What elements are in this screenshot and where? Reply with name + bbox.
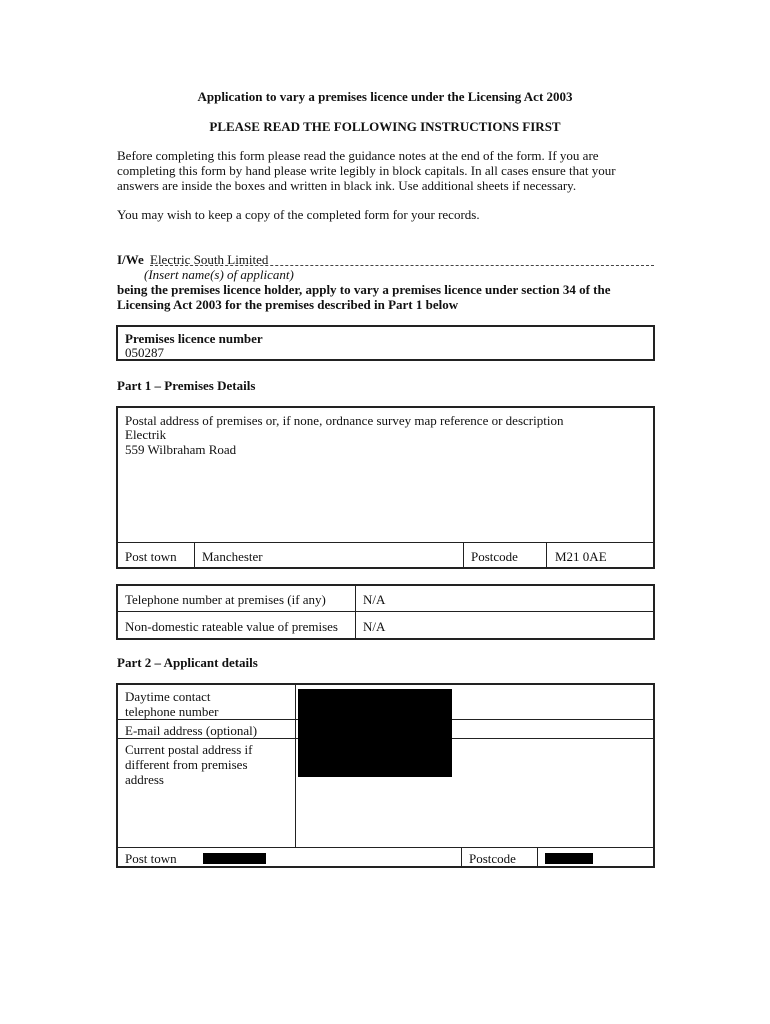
premises-address-line-2[interactable]: 559 Wilbraham Road (125, 442, 237, 457)
premises-address-label: Postal address of premises or, if none, ordnance survey map reference or description (125, 413, 564, 428)
redacted-post-town (203, 853, 266, 864)
applicant-name-line (150, 265, 654, 266)
contact-row-divider (117, 611, 654, 612)
statement-line-1: being the premises licence holder, apply to vary a premises licence under section 34 of the (117, 282, 611, 297)
redacted-contact-block (298, 689, 452, 777)
applicant-prefix: I/We (117, 252, 144, 267)
postal-address-label-1: Current postal address if (125, 742, 253, 757)
applicant-postcode-value-divider (537, 847, 538, 867)
premises-telephone-label: Telephone number at premises (if any) (125, 592, 326, 607)
contact-col-divider (355, 585, 356, 639)
daytime-phone-label-2: telephone number (125, 704, 219, 719)
part2-heading: Part 2 – Applicant details (117, 655, 258, 670)
intro-line-3: answers are inside the boxes and written in black ink. Use additional sheets if necessary. (117, 178, 577, 193)
post-town-label: Post town (125, 549, 177, 564)
daytime-phone-label-1: Daytime contact (125, 689, 211, 704)
post-town-value[interactable]: Manchester (202, 549, 263, 564)
applicant-name-hint: (Insert name(s) of applicant) (144, 267, 294, 282)
part1-heading: Part 1 – Premises Details (117, 378, 256, 393)
postcode-label-divider (463, 542, 464, 568)
premises-address-box (116, 406, 655, 569)
post-town-divider (194, 542, 195, 568)
applicant-post-town-label: Post town (125, 851, 177, 866)
instructions-heading: PLEASE READ THE FOLLOWING INSTRUCTIONS FIRST (209, 119, 561, 134)
intro-line-1: Before completing this form please read the guidance notes at the end of the form. If you are (117, 148, 599, 163)
rateable-value-value[interactable]: N/A (363, 619, 386, 634)
applicant-postcode-label-divider (461, 847, 462, 867)
postal-address-label-2: different from premises (125, 757, 248, 772)
premises-address-line-1[interactable]: Electrik (125, 427, 167, 442)
licence-number-label: Premises licence number (125, 331, 263, 346)
rateable-value-label: Non-domestic rateable value of premises (125, 619, 338, 634)
applicant-name[interactable]: Electric South Limited (150, 252, 269, 267)
form-title: Application to vary a premises licence under the Licensing Act 2003 (197, 89, 573, 104)
postcode-label: Postcode (471, 549, 518, 564)
statement-line-2: Licensing Act 2003 for the premises described in Part 1 below (117, 297, 459, 312)
licence-number-value[interactable]: 050287 (125, 345, 164, 360)
postcode-value[interactable]: M21 0AE (555, 549, 607, 564)
email-label: E-mail address (optional) (125, 723, 258, 738)
postal-address-label-3: address (125, 772, 164, 787)
address-divider (117, 542, 654, 543)
redacted-postcode (545, 853, 593, 864)
intro-line-2: completing this form by hand please write legibly in block capitals. In all cases ensure that your (117, 163, 616, 178)
applicant-postcode-label: Postcode (469, 851, 516, 866)
applicant-row-divider-3 (117, 847, 654, 848)
applicant-col-divider (295, 684, 296, 847)
postcode-value-divider (546, 542, 547, 568)
premises-telephone-value[interactable]: N/A (363, 592, 386, 607)
records-note: You may wish to keep a copy of the completed form for your records. (117, 207, 480, 222)
